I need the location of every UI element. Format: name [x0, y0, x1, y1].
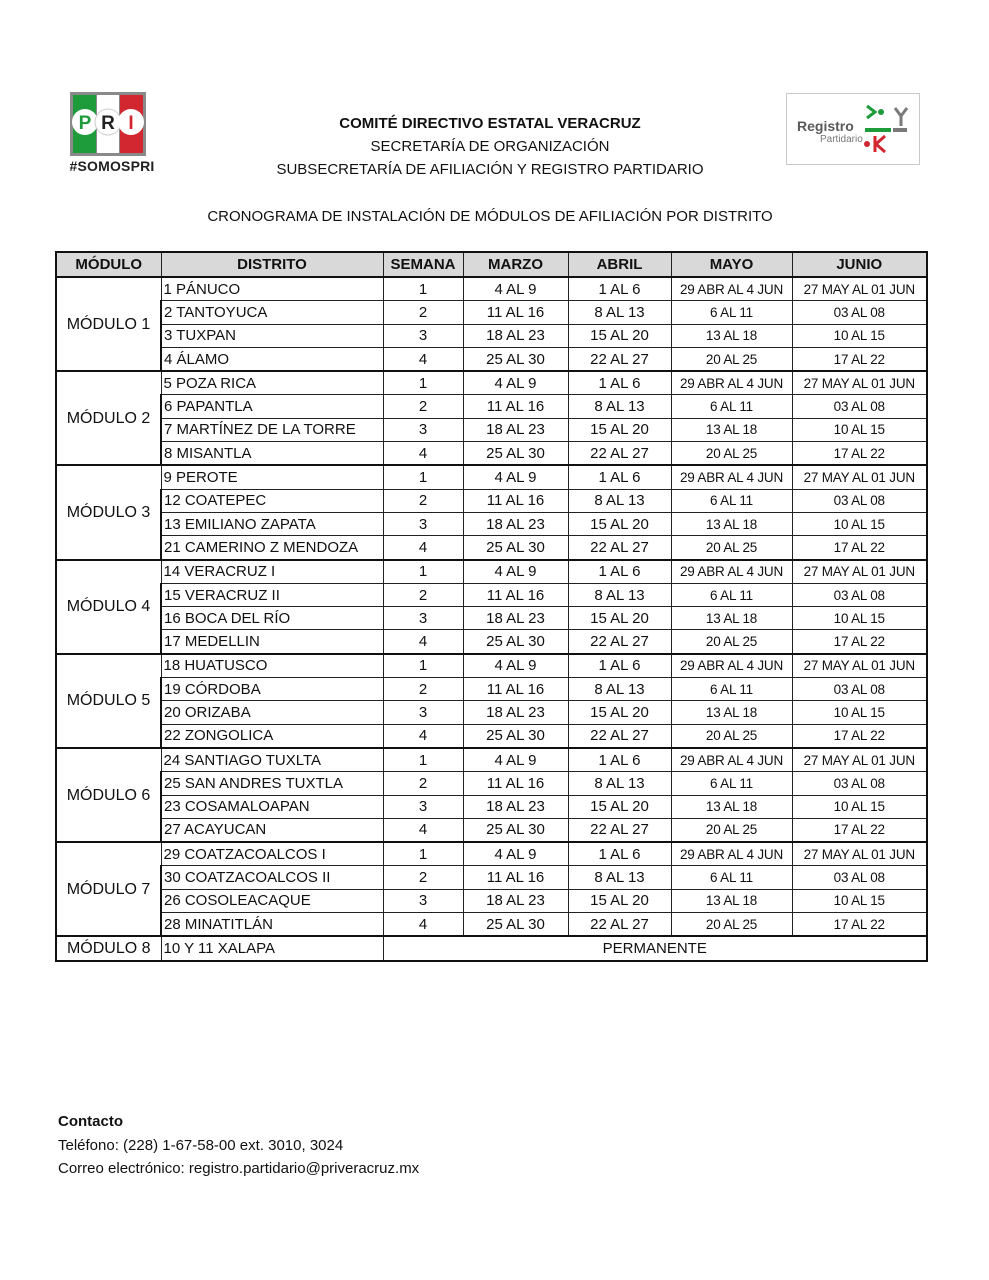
table-row — [56, 842, 927, 866]
permanent-cell: PERMANENTE — [383, 936, 927, 960]
registro-mark-icon — [861, 100, 915, 158]
mayo-cell: 20 AL 25 — [671, 347, 792, 371]
marzo-cell: 25 AL 30 — [463, 913, 568, 937]
mayo-cell: 13 AL 18 — [671, 418, 792, 441]
marzo-cell: 25 AL 30 — [463, 442, 568, 466]
abril-cell: 22 AL 27 — [568, 442, 671, 466]
junio-cell: 03 AL 08 — [792, 489, 927, 512]
module-cell: MÓDULO 7 — [56, 842, 161, 936]
semana-cell: 2 — [383, 772, 463, 795]
distrito-cell: 29 COATZACOALCOS I — [161, 842, 383, 866]
mayo-cell: 6 AL 11 — [671, 489, 792, 512]
abril-cell: 1 AL 6 — [568, 465, 671, 489]
header-subsecretariat: SUBSECRETARÍA DE AFILIACIÓN Y REGISTRO PARTIDARIO — [276, 161, 704, 178]
table-row — [56, 772, 927, 795]
mayo-cell: 6 AL 11 — [671, 866, 792, 889]
junio-cell: 03 AL 08 — [792, 583, 927, 606]
marzo-cell: 11 AL 16 — [463, 395, 568, 418]
mayo-cell: 29 ABR AL 4 JUN — [671, 654, 792, 678]
semana-cell: 1 — [383, 371, 463, 395]
distrito-cell: 20 ORIZABA — [161, 701, 383, 724]
junio-cell: 03 AL 08 — [792, 301, 927, 324]
distrito-cell: 28 MINATITLÁN — [161, 913, 383, 937]
module-cell: MÓDULO 3 — [56, 465, 161, 559]
junio-cell: 17 AL 22 — [792, 818, 927, 842]
marzo-cell: 4 AL 9 — [463, 654, 568, 678]
distrito-cell: 16 BOCA DEL RÍO — [161, 607, 383, 630]
abril-cell: 1 AL 6 — [568, 277, 671, 301]
junio-cell: 10 AL 15 — [792, 418, 927, 441]
distrito-cell: 13 EMILIANO ZAPATA — [161, 512, 383, 535]
abril-cell: 15 AL 20 — [568, 701, 671, 724]
distrito-cell: 24 SANTIAGO TUXLTA — [161, 748, 383, 772]
distrito-cell: 22 ZONGOLICA — [161, 724, 383, 748]
partidario-word: Partidario — [820, 134, 863, 145]
mayo-cell: 29 ABR AL 4 JUN — [671, 277, 792, 301]
svg-text:P: P — [78, 113, 92, 134]
column-header: MARZO — [463, 252, 568, 277]
distrito-cell: 17 MEDELLIN — [161, 630, 383, 654]
pri-emblem-icon — [70, 92, 146, 156]
table-row — [56, 489, 927, 512]
abril-cell: 8 AL 13 — [568, 395, 671, 418]
abril-cell: 22 AL 27 — [568, 913, 671, 937]
junio-cell: 10 AL 15 — [792, 889, 927, 912]
abril-cell: 1 AL 6 — [568, 748, 671, 772]
table-row — [56, 630, 927, 654]
table-row — [56, 301, 927, 324]
abril-cell: 15 AL 20 — [568, 512, 671, 535]
table-row — [56, 512, 927, 535]
semana-cell: 1 — [383, 560, 463, 584]
junio-cell: 03 AL 08 — [792, 772, 927, 795]
column-header: MAYO — [671, 252, 792, 277]
semana-cell: 3 — [383, 701, 463, 724]
module-cell: MÓDULO 5 — [56, 654, 161, 748]
marzo-cell: 18 AL 23 — [463, 418, 568, 441]
marzo-cell: 11 AL 16 — [463, 489, 568, 512]
junio-cell: 27 MAY AL 01 JUN — [792, 748, 927, 772]
registro-partidario-logo — [786, 93, 920, 165]
semana-cell: 1 — [383, 842, 463, 866]
abril-cell: 8 AL 13 — [568, 678, 671, 701]
junio-cell: 17 AL 22 — [792, 347, 927, 371]
abril-cell: 8 AL 13 — [568, 772, 671, 795]
distrito-cell: 26 COSOLEACAQUE — [161, 889, 383, 912]
marzo-cell: 25 AL 30 — [463, 630, 568, 654]
distrito-cell: 21 CAMERINO Z MENDOZA — [161, 536, 383, 560]
column-header: SEMANA — [383, 252, 463, 277]
mayo-cell: 29 ABR AL 4 JUN — [671, 842, 792, 866]
distrito-cell: 7 MARTÍNEZ DE LA TORRE — [161, 418, 383, 441]
mayo-cell: 6 AL 11 — [671, 678, 792, 701]
marzo-cell: 4 AL 9 — [463, 371, 568, 395]
mayo-cell: 29 ABR AL 4 JUN — [671, 371, 792, 395]
table-row — [56, 442, 927, 466]
marzo-cell: 25 AL 30 — [463, 818, 568, 842]
table-row — [56, 866, 927, 889]
distrito-cell: 10 Y 11 XALAPA — [161, 936, 383, 960]
header-committee: COMITÉ DIRECTIVO ESTATAL VERACRUZ — [339, 115, 641, 132]
mayo-cell: 13 AL 18 — [671, 324, 792, 347]
column-header: JUNIO — [792, 252, 927, 277]
marzo-cell: 4 AL 9 — [463, 560, 568, 584]
semana-cell: 1 — [383, 465, 463, 489]
junio-cell: 10 AL 15 — [792, 607, 927, 630]
abril-cell: 8 AL 13 — [568, 866, 671, 889]
table-row — [56, 277, 927, 301]
table-row — [56, 324, 927, 347]
abril-cell: 15 AL 20 — [568, 324, 671, 347]
contact-phone: Teléfono: (228) 1-67-58-00 ext. 3010, 3024 — [58, 1136, 344, 1154]
semana-cell: 2 — [383, 583, 463, 606]
distrito-cell: 27 ACAYUCAN — [161, 818, 383, 842]
mayo-cell: 6 AL 11 — [671, 301, 792, 324]
marzo-cell: 25 AL 30 — [463, 347, 568, 371]
semana-cell: 3 — [383, 324, 463, 347]
semana-cell: 1 — [383, 277, 463, 301]
junio-cell: 27 MAY AL 01 JUN — [792, 560, 927, 584]
module-cell: MÓDULO 6 — [56, 748, 161, 842]
abril-cell: 22 AL 27 — [568, 724, 671, 748]
mayo-cell: 6 AL 11 — [671, 395, 792, 418]
mayo-cell: 6 AL 11 — [671, 772, 792, 795]
marzo-cell: 4 AL 9 — [463, 748, 568, 772]
semana-cell: 3 — [383, 795, 463, 818]
semana-cell: 4 — [383, 536, 463, 560]
semana-cell: 2 — [383, 866, 463, 889]
mayo-cell: 20 AL 25 — [671, 724, 792, 748]
abril-cell: 22 AL 27 — [568, 818, 671, 842]
table-row — [56, 607, 927, 630]
semana-cell: 4 — [383, 442, 463, 466]
mayo-cell: 20 AL 25 — [671, 818, 792, 842]
mayo-cell: 29 ABR AL 4 JUN — [671, 560, 792, 584]
junio-cell: 10 AL 15 — [792, 512, 927, 535]
semana-cell: 4 — [383, 913, 463, 937]
table-row — [56, 465, 927, 489]
semana-cell: 3 — [383, 512, 463, 535]
junio-cell: 17 AL 22 — [792, 536, 927, 560]
marzo-cell: 11 AL 16 — [463, 678, 568, 701]
distrito-cell: 12 COATEPEC — [161, 489, 383, 512]
distrito-cell: 9 PEROTE — [161, 465, 383, 489]
column-header: MÓDULO — [56, 252, 161, 277]
marzo-cell: 4 AL 9 — [463, 277, 568, 301]
module-cell: MÓDULO 1 — [56, 277, 161, 371]
table-row — [56, 913, 927, 937]
abril-cell: 15 AL 20 — [568, 607, 671, 630]
semana-cell: 1 — [383, 748, 463, 772]
table-row — [56, 795, 927, 818]
table-row — [56, 583, 927, 606]
abril-cell: 22 AL 27 — [568, 630, 671, 654]
mayo-cell: 13 AL 18 — [671, 607, 792, 630]
table-row — [56, 678, 927, 701]
marzo-cell: 11 AL 16 — [463, 301, 568, 324]
junio-cell: 10 AL 15 — [792, 795, 927, 818]
semana-cell: 3 — [383, 607, 463, 630]
abril-cell: 8 AL 13 — [568, 301, 671, 324]
distrito-cell: 14 VERACRUZ I — [161, 560, 383, 584]
abril-cell: 15 AL 20 — [568, 418, 671, 441]
table-row — [56, 724, 927, 748]
semana-cell: 2 — [383, 301, 463, 324]
junio-cell: 17 AL 22 — [792, 913, 927, 937]
mayo-cell: 13 AL 18 — [671, 512, 792, 535]
svg-text:R: R — [101, 113, 115, 134]
semana-cell: 2 — [383, 395, 463, 418]
schedule-table — [55, 251, 928, 962]
junio-cell: 27 MAY AL 01 JUN — [792, 654, 927, 678]
junio-cell: 03 AL 08 — [792, 866, 927, 889]
abril-cell: 15 AL 20 — [568, 795, 671, 818]
distrito-cell: 5 POZA RICA — [161, 371, 383, 395]
abril-cell: 1 AL 6 — [568, 654, 671, 678]
semana-cell: 4 — [383, 347, 463, 371]
marzo-cell: 25 AL 30 — [463, 724, 568, 748]
table-row — [56, 748, 927, 772]
distrito-cell: 2 TANTOYUCA — [161, 301, 383, 324]
abril-cell: 1 AL 6 — [568, 371, 671, 395]
junio-cell: 27 MAY AL 01 JUN — [792, 842, 927, 866]
abril-cell: 22 AL 27 — [568, 347, 671, 371]
junio-cell: 03 AL 08 — [792, 395, 927, 418]
table-row — [56, 395, 927, 418]
distrito-cell: 18 HUATUSCO — [161, 654, 383, 678]
junio-cell: 10 AL 15 — [792, 324, 927, 347]
mayo-cell: 20 AL 25 — [671, 442, 792, 466]
abril-cell: 22 AL 27 — [568, 536, 671, 560]
distrito-cell: 3 TUXPAN — [161, 324, 383, 347]
distrito-cell: 30 COATZACOALCOS II — [161, 866, 383, 889]
distrito-cell: 8 MISANTLA — [161, 442, 383, 466]
mayo-cell: 29 ABR AL 4 JUN — [671, 748, 792, 772]
table-row — [56, 701, 927, 724]
semana-cell: 2 — [383, 489, 463, 512]
abril-cell: 1 AL 6 — [568, 560, 671, 584]
distrito-cell: 4 ÁLAMO — [161, 347, 383, 371]
abril-cell: 8 AL 13 — [568, 489, 671, 512]
contact-title: Contacto — [58, 1113, 123, 1130]
schedule-body — [56, 277, 927, 961]
mayo-cell: 20 AL 25 — [671, 630, 792, 654]
marzo-cell: 18 AL 23 — [463, 701, 568, 724]
junio-cell: 17 AL 22 — [792, 630, 927, 654]
abril-cell: 1 AL 6 — [568, 842, 671, 866]
semana-cell: 3 — [383, 418, 463, 441]
junio-cell: 03 AL 08 — [792, 678, 927, 701]
marzo-cell: 18 AL 23 — [463, 607, 568, 630]
contact-block — [58, 1110, 419, 1181]
column-header: DISTRITO — [161, 252, 383, 277]
junio-cell: 27 MAY AL 01 JUN — [792, 465, 927, 489]
marzo-cell: 25 AL 30 — [463, 536, 568, 560]
schedule-title: CRONOGRAMA DE INSTALACIÓN DE MÓDULOS DE AFILIACIÓN POR DISTRITO — [207, 208, 773, 225]
marzo-cell: 18 AL 23 — [463, 512, 568, 535]
table-row — [56, 536, 927, 560]
table-row — [56, 371, 927, 395]
module-cell: MÓDULO 2 — [56, 371, 161, 465]
mayo-cell: 6 AL 11 — [671, 583, 792, 606]
table-row — [56, 818, 927, 842]
semana-cell: 4 — [383, 724, 463, 748]
table-row — [56, 418, 927, 441]
contact-email: Correo electrónico: registro.partidario@priveracruz.mx — [58, 1160, 420, 1177]
semana-cell: 1 — [383, 654, 463, 678]
mayo-cell: 13 AL 18 — [671, 889, 792, 912]
junio-cell: 27 MAY AL 01 JUN — [792, 371, 927, 395]
table-row — [56, 936, 927, 960]
distrito-cell: 1 PÁNUCO — [161, 277, 383, 301]
column-header: ABRIL — [568, 252, 671, 277]
abril-cell: 8 AL 13 — [568, 583, 671, 606]
marzo-cell: 4 AL 9 — [463, 842, 568, 866]
junio-cell: 10 AL 15 — [792, 701, 927, 724]
table-row — [56, 889, 927, 912]
marzo-cell: 18 AL 23 — [463, 889, 568, 912]
abril-cell: 15 AL 20 — [568, 889, 671, 912]
pri-logo — [62, 92, 158, 180]
table-row — [56, 347, 927, 371]
semana-cell: 3 — [383, 889, 463, 912]
table-header-row — [56, 252, 927, 277]
module-cell: MÓDULO 4 — [56, 560, 161, 654]
junio-cell: 17 AL 22 — [792, 724, 927, 748]
junio-cell: 17 AL 22 — [792, 442, 927, 466]
registro-word: Registro — [797, 118, 854, 134]
semana-cell: 2 — [383, 678, 463, 701]
marzo-cell: 11 AL 16 — [463, 866, 568, 889]
mayo-cell: 13 AL 18 — [671, 795, 792, 818]
marzo-cell: 4 AL 9 — [463, 465, 568, 489]
distrito-cell: 19 CÓRDOBA — [161, 678, 383, 701]
distrito-cell: 6 PAPANTLA — [161, 395, 383, 418]
semana-cell: 4 — [383, 630, 463, 654]
mayo-cell: 20 AL 25 — [671, 536, 792, 560]
mayo-cell: 20 AL 25 — [671, 913, 792, 937]
table-row — [56, 560, 927, 584]
semana-cell: 4 — [383, 818, 463, 842]
marzo-cell: 18 AL 23 — [463, 324, 568, 347]
marzo-cell: 18 AL 23 — [463, 795, 568, 818]
distrito-cell: 25 SAN ANDRES TUXTLA — [161, 772, 383, 795]
mayo-cell: 13 AL 18 — [671, 701, 792, 724]
distrito-cell: 15 VERACRUZ II — [161, 583, 383, 606]
mayo-cell: 29 ABR AL 4 JUN — [671, 465, 792, 489]
header-secretariat: SECRETARÍA DE ORGANIZACIÓN — [370, 138, 610, 155]
table-row — [56, 654, 927, 678]
module-cell: MÓDULO 8 — [56, 936, 161, 960]
marzo-cell: 11 AL 16 — [463, 772, 568, 795]
svg-text:I: I — [128, 113, 134, 134]
marzo-cell: 11 AL 16 — [463, 583, 568, 606]
junio-cell: 27 MAY AL 01 JUN — [792, 277, 927, 301]
distrito-cell: 23 COSAMALOAPAN — [161, 795, 383, 818]
somospri-tag: #SOMOSPRI — [69, 158, 155, 174]
